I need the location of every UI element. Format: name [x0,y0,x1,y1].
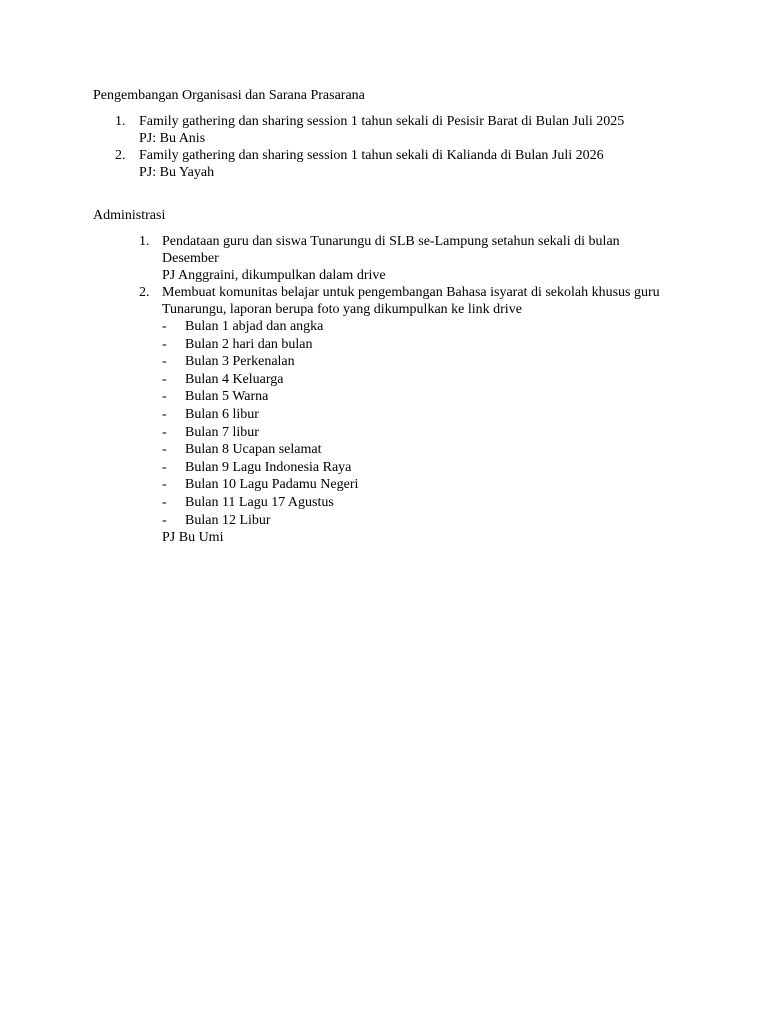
section-administrasi [93,207,683,546]
month-item [162,353,683,371]
month-label: Bulan 7 libur [185,424,259,440]
section-title: Pengembangan Organisasi dan Sarana Prasarana [93,88,365,103]
item-pj: PJ: Bu Yayah [139,165,215,180]
month-item [162,459,683,477]
month-item [162,424,683,442]
month-label: Bulan 12 Libur [185,512,271,528]
item-text-line: Pendataan guru dan siswa Tunarungu di SLB se-Lampung setahun sekali di bulan [162,234,620,249]
month-item [162,388,683,406]
list-item [93,113,683,147]
dash-bullet: - [162,389,167,405]
dash-bullet: - [162,442,167,458]
month-label: Bulan 9 Lagu Indonesia Raya [185,459,352,475]
item-pj: PJ Anggraini, dikumpulkan dalam drive [162,268,386,283]
document-page [93,87,683,546]
dash-bullet: - [162,512,167,528]
month-label: Bulan 11 Lagu 17 Agustus [185,494,334,510]
month-list [162,318,683,529]
month-item [162,336,683,354]
month-label: Bulan 5 Warna [185,389,269,405]
item-text-line: Tunarungu, laporan berupa foto yang dikumpulkan ke link drive [162,302,522,317]
month-label: Bulan 6 libur [185,406,259,422]
list-item [93,233,683,284]
item-text-line: Desember [162,251,219,266]
month-item [162,441,683,459]
item-text-line: Membuat komunitas belajar untuk pengembangan Bahasa isyarat di sekolah khusus guru [162,285,660,300]
list-number: 1. [115,114,126,129]
dash-bullet: - [162,354,167,370]
numbered-list [93,113,683,181]
month-item [162,371,683,389]
month-label: Bulan 3 Perkenalan [185,354,295,370]
dash-bullet: - [162,459,167,475]
month-label: Bulan 1 abjad dan angka [185,319,324,334]
list-item [93,284,683,546]
list-number: 2. [115,148,126,163]
month-label: Bulan 10 Lagu Padamu Negeri [185,477,359,493]
month-label: Bulan 4 Keluarga [185,371,284,387]
month-item [162,406,683,424]
dash-bullet: - [162,477,167,493]
item-pj: PJ: Bu Anis [139,131,206,146]
dash-bullet: - [162,336,167,352]
dash-bullet: - [162,371,167,387]
month-item [162,512,683,530]
month-item [162,494,683,512]
month-item [162,476,683,494]
section-pengembangan [93,87,683,181]
item-text: Family gathering dan sharing session 1 tahun sekali di Pesisir Barat di Bulan Juli 2025 [139,114,625,129]
month-label: Bulan 2 hari dan bulan [185,336,313,352]
list-number: 1. [139,234,150,249]
month-item [162,318,683,336]
dash-bullet: - [162,494,167,510]
month-label: Bulan 8 Ucapan selamat [185,442,322,458]
list-number: 2. [139,285,150,300]
dash-bullet: - [162,319,167,334]
numbered-list [93,233,683,546]
dash-bullet: - [162,424,167,440]
item-text: Family gathering dan sharing session 1 tahun sekali di Kalianda di Bulan Juli 2026 [139,148,604,163]
list-item [93,147,683,181]
dash-bullet: - [162,406,167,422]
item-pj: PJ Bu Umi [162,530,224,546]
section-title: Administrasi [93,208,166,223]
